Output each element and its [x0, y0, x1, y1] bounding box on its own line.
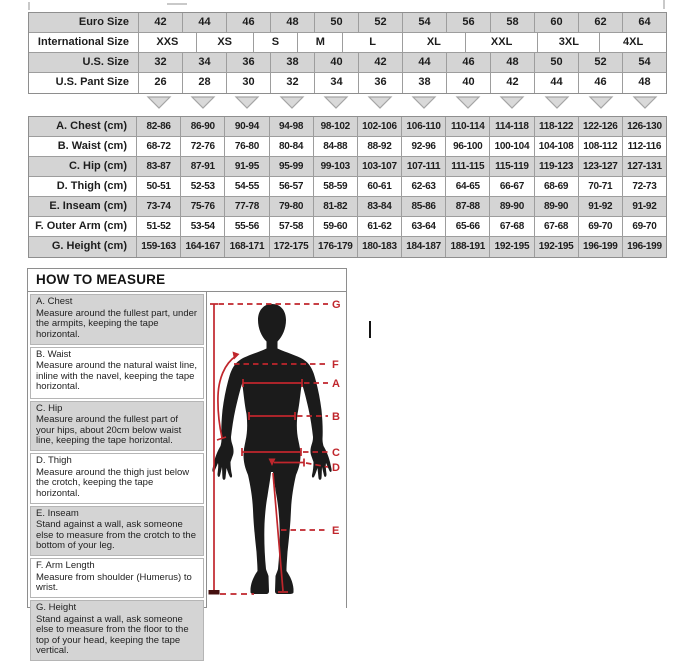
diagram-label-g: G [332, 299, 341, 311]
measure-cell: 53-54 [180, 217, 224, 236]
size-cell: 38 [402, 73, 446, 93]
arrow-cell [535, 95, 579, 111]
measure-cell: 89-90 [489, 197, 533, 216]
measure-cell: 79-80 [269, 197, 313, 216]
row-label: U.S. Size [82, 56, 129, 68]
size-cell: 46 [578, 73, 622, 93]
diagram-label-d: D [332, 462, 340, 474]
row-label: F. Outer Arm (cm) [35, 220, 127, 232]
size-cell: 46 [226, 13, 270, 32]
measure-cell: 87-88 [445, 197, 489, 216]
size-cell: 30 [226, 73, 270, 93]
measure-cell: 92-96 [401, 137, 445, 156]
size-cell: 36 [358, 73, 402, 93]
measure-row-g-height-cm [29, 237, 666, 257]
measure-row-a-chest-cm [29, 117, 666, 137]
measure-cell: 89-90 [534, 197, 578, 216]
measure-cell: 123-127 [578, 157, 622, 176]
size-cell: 42 [490, 73, 534, 93]
size-cell: 26 [138, 73, 182, 93]
measure-cell: 87-91 [180, 157, 224, 176]
measure-cell: 51-52 [136, 217, 180, 236]
body-diagram [206, 292, 346, 608]
arrow-cell [181, 95, 225, 111]
measure-item-text: Measure from shoulder (Humerus) to wrist. [36, 571, 192, 594]
triangle-down-icon [234, 95, 260, 109]
measurements-table [28, 116, 667, 258]
measure-item-e [30, 506, 204, 557]
size-cell: 50 [534, 53, 578, 72]
measure-cell: 104-108 [534, 137, 578, 156]
size-cell: 32 [270, 73, 314, 93]
measure-item-text: Measure around the natural waist line, inline with the navel, keeping the tape horizontal. [36, 360, 198, 393]
arrow-cell [358, 95, 402, 111]
triangle-down-icon [499, 95, 525, 109]
size-cell: 54 [622, 53, 666, 72]
triangle-down-icon [411, 95, 437, 109]
size-cell: L [342, 33, 402, 52]
arrow-cell [402, 95, 446, 111]
size-row-euro-size [29, 13, 666, 33]
measurement-diagram [207, 292, 348, 608]
arrow-cell [490, 95, 534, 111]
measure-cell: 68-72 [136, 137, 180, 156]
measure-cell: 110-114 [445, 117, 489, 136]
size-cell: 42 [138, 13, 182, 32]
size-cell: XXS [138, 33, 196, 52]
measure-cell: 172-175 [269, 237, 313, 257]
size-cell: 52 [358, 13, 402, 32]
measure-cell: 98-102 [313, 117, 357, 136]
measure-item-text: Measure around the fullest part, under the armpits, keeping the tape horizontal. [36, 307, 198, 340]
size-row-u-s-size [29, 53, 666, 73]
size-cell: 48 [490, 53, 534, 72]
measure-cell: 62-63 [401, 177, 445, 196]
triangle-down-icon [279, 95, 305, 109]
row-label: B. Waist (cm) [57, 140, 127, 152]
measure-cell: 95-99 [269, 157, 313, 176]
size-cell: 36 [226, 53, 270, 72]
size-cell: 48 [270, 13, 314, 32]
measure-cell: 58-59 [313, 177, 357, 196]
measure-cell: 196-199 [622, 237, 666, 257]
triangle-down-icon [455, 95, 481, 109]
arrow-cell [314, 95, 358, 111]
measure-cell: 54-55 [224, 177, 268, 196]
diagram-label-f: F [332, 359, 339, 371]
measure-cell: 66-67 [489, 177, 533, 196]
size-cell: M [297, 33, 342, 52]
text-caret[interactable] [369, 321, 371, 338]
body-silhouette [212, 304, 331, 594]
measure-cell: 91-95 [224, 157, 268, 176]
size-cell: 50 [314, 13, 358, 32]
triangle-down-icon [323, 95, 349, 109]
measure-cell: 64-65 [445, 177, 489, 196]
measure-cell: 72-73 [622, 177, 666, 196]
measure-item-g [30, 600, 204, 661]
measure-cell: 122-126 [578, 117, 622, 136]
measure-cell: 102-106 [357, 117, 401, 136]
row-label: G. Height (cm) [51, 240, 127, 252]
measure-item-title: G. Height [36, 601, 77, 613]
measure-cell: 96-100 [445, 137, 489, 156]
measure-row-f-outer-arm-cm [29, 217, 666, 237]
size-cell: 56 [446, 13, 490, 32]
measure-cell: 118-122 [534, 117, 578, 136]
measure-cell: 67-68 [489, 217, 533, 236]
triangle-down-icon [544, 95, 570, 109]
triangle-down-icon [588, 95, 614, 109]
measure-cell: 68-69 [534, 177, 578, 196]
measure-cell: 188-191 [445, 237, 489, 257]
measure-cell: 61-62 [357, 217, 401, 236]
measure-cell: 67-68 [534, 217, 578, 236]
measure-item-title: C. Hip [36, 402, 63, 414]
measure-cell: 70-71 [578, 177, 622, 196]
section-title: HOW TO MEASURE [28, 269, 346, 292]
size-conversion-table [28, 12, 667, 94]
size-cell: 40 [446, 73, 490, 93]
measure-row-d-thigh-cm [29, 177, 666, 197]
measure-item-d [30, 453, 204, 504]
size-cell: 62 [578, 13, 622, 32]
measure-item-f [30, 558, 204, 598]
column-arrows [137, 95, 667, 111]
size-cell: 34 [182, 53, 226, 72]
scan-artifact [28, 2, 30, 10]
measure-row-b-waist-cm [29, 137, 666, 157]
triangle-down-icon [146, 95, 172, 109]
size-cell: 34 [314, 73, 358, 93]
measure-cell: 114-118 [489, 117, 533, 136]
size-cell: 32 [138, 53, 182, 72]
measure-item-text: Stand against a wall, ask someone else to measure from the floor to the top of your head, keeping the tape vertical. [36, 613, 189, 657]
measure-cell: 196-199 [578, 237, 622, 257]
size-cell: 46 [446, 53, 490, 72]
measure-cell: 57-58 [269, 217, 313, 236]
measure-cell: 80-84 [269, 137, 313, 156]
measure-cell: 59-60 [313, 217, 357, 236]
measure-cell: 192-195 [489, 237, 533, 257]
size-row-u-s-pant-size [29, 73, 666, 93]
measure-cell: 94-98 [269, 117, 313, 136]
measure-cell: 75-76 [180, 197, 224, 216]
diagram-label-b: B [332, 411, 340, 423]
measure-cell: 76-80 [224, 137, 268, 156]
arrow-cell [579, 95, 623, 111]
measure-row-c-hip-cm [29, 157, 666, 177]
size-cell: XXL [465, 33, 538, 52]
row-label: U.S. Pant Size [55, 76, 129, 88]
size-cell: 58 [490, 13, 534, 32]
row-label: A. Chest (cm) [56, 120, 127, 132]
measure-cell: 81-82 [313, 197, 357, 216]
measure-cell: 77-78 [224, 197, 268, 216]
measure-cell: 85-86 [401, 197, 445, 216]
measure-item-a [30, 294, 204, 345]
arrow-cell [225, 95, 269, 111]
measure-cell: 60-61 [357, 177, 401, 196]
measure-item-title: E. Inseam [36, 507, 79, 519]
measure-cell: 69-70 [578, 217, 622, 236]
measure-item-c [30, 401, 204, 452]
measure-cell: 99-103 [313, 157, 357, 176]
measure-item-title: D. Thigh [36, 455, 72, 466]
measure-cell: 106-110 [401, 117, 445, 136]
measure-cell: 107-111 [401, 157, 445, 176]
measure-cell: 111-115 [445, 157, 489, 176]
measure-cell: 192-195 [534, 237, 578, 257]
measure-cell: 72-76 [180, 137, 224, 156]
measure-item-title: F. Arm Length [36, 560, 95, 571]
triangle-down-icon [367, 95, 393, 109]
measure-cell: 126-130 [622, 117, 666, 136]
measure-cell: 159-163 [136, 237, 180, 257]
measure-cell: 127-131 [622, 157, 666, 176]
measure-cell: 91-92 [578, 197, 622, 216]
diagram-label-e: E [332, 525, 340, 537]
measure-cell: 176-179 [313, 237, 357, 257]
size-cell: S [253, 33, 298, 52]
triangle-down-icon [190, 95, 216, 109]
size-cell: 3XL [537, 33, 599, 52]
measure-cell: 184-187 [401, 237, 445, 257]
measure-item-text: Measure around the thigh just below the crotch, keeping the tape horizontal. [36, 466, 190, 499]
measure-cell: 88-92 [357, 137, 401, 156]
measure-cell: 91-92 [622, 197, 666, 216]
size-cell: 4XL [599, 33, 666, 52]
arrow-cell [446, 95, 490, 111]
measure-cell: 73-74 [136, 197, 180, 216]
size-cell: 64 [622, 13, 666, 32]
diagram-label-c: C [332, 447, 340, 459]
measure-cell: 86-90 [180, 117, 224, 136]
size-cell: 38 [270, 53, 314, 72]
size-cell: 44 [534, 73, 578, 93]
measure-cell: 119-123 [534, 157, 578, 176]
size-cell: 42 [358, 53, 402, 72]
arrow-cell [137, 95, 181, 111]
measure-cell: 103-107 [357, 157, 401, 176]
measure-cell: 82-86 [136, 117, 180, 136]
size-cell: 60 [534, 13, 578, 32]
diagram-label-a: A [332, 378, 340, 390]
how-to-measure-section [27, 268, 347, 657]
row-label: D. Thigh (cm) [56, 180, 127, 192]
measure-cell: 115-119 [489, 157, 533, 176]
measure-instructions [28, 292, 206, 657]
measure-cell: 56-57 [269, 177, 313, 196]
triangle-down-icon [632, 95, 658, 109]
measure-cell: 55-56 [224, 217, 268, 236]
row-label: Euro Size [78, 16, 129, 28]
measure-cell: 108-112 [578, 137, 622, 156]
scan-artifact [167, 3, 187, 5]
scan-artifact [663, 0, 665, 9]
size-cell: 44 [402, 53, 446, 72]
measure-item-text: Stand against a wall, ask someone else to measure from the crotch to the bottom of your leg. [36, 519, 196, 552]
measure-cell: 100-104 [489, 137, 533, 156]
arrow-cell [623, 95, 667, 111]
size-cell: 52 [578, 53, 622, 72]
height-bottom-cap [209, 590, 220, 595]
size-cell: 54 [402, 13, 446, 32]
measure-cell: 180-183 [357, 237, 401, 257]
measure-cell: 84-88 [313, 137, 357, 156]
size-cell: 44 [182, 13, 226, 32]
size-cell: XL [402, 33, 465, 52]
measure-cell: 69-70 [622, 217, 666, 236]
measure-row-e-inseam-cm [29, 197, 666, 217]
measure-cell: 83-84 [357, 197, 401, 216]
measure-cell: 63-64 [401, 217, 445, 236]
measure-item-title: A. Chest [36, 296, 73, 307]
measure-cell: 50-51 [136, 177, 180, 196]
measure-cell: 52-53 [180, 177, 224, 196]
size-cell: XS [196, 33, 253, 52]
measure-cell: 90-94 [224, 117, 268, 136]
measure-item-b [30, 347, 204, 399]
measure-cell: 65-66 [445, 217, 489, 236]
measure-cell: 168-171 [224, 237, 268, 257]
size-cell: 28 [182, 73, 226, 93]
measure-item-text: Measure around the fullest part of your hips, about 20cm below waist line, keeping the tape horizontal. [36, 414, 182, 447]
arrow-cell [270, 95, 314, 111]
row-label: E. Inseam (cm) [49, 200, 127, 212]
measure-item-title: B. Waist [36, 348, 72, 360]
size-cell: 40 [314, 53, 358, 72]
row-label: International Size [37, 36, 129, 48]
measure-cell: 83-87 [136, 157, 180, 176]
measure-cell: 164-167 [180, 237, 224, 257]
row-label: C. Hip (cm) [68, 160, 127, 172]
size-cell: 48 [622, 73, 666, 93]
diagram-letter-labels [332, 299, 341, 537]
measure-cell: 112-116 [622, 137, 666, 156]
size-row-international-size [29, 33, 666, 53]
